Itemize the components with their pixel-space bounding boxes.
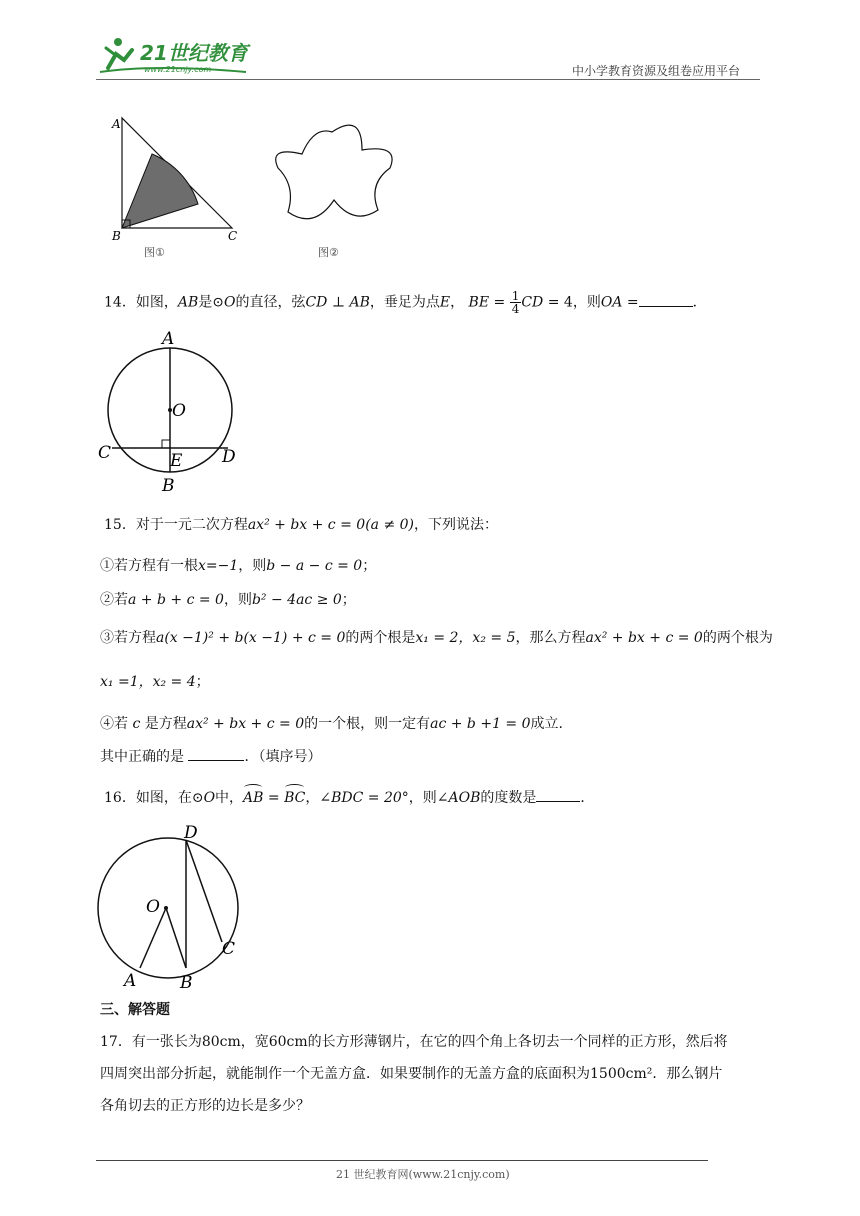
footer-text: 21 世纪教育网(www.21cnjy.com): [336, 1168, 510, 1181]
q15-text: ；: [195, 674, 210, 690]
q15-statement-1: [100, 556, 376, 576]
fig16-label-A: A: [124, 971, 137, 991]
q15-text: 的两个根是: [345, 630, 416, 646]
header-logo: [96, 34, 256, 78]
q14-text: 如图，: [135, 294, 178, 311]
question-17-line-2: [100, 1064, 722, 1084]
q16-arc-AB: AB: [243, 790, 264, 806]
logo-text: 21世纪教育: [140, 41, 248, 65]
q14-text: ，则: [572, 294, 601, 311]
fig13-label-C: C: [228, 229, 238, 243]
flower-shape: [276, 125, 392, 219]
q14-end: ．: [692, 294, 707, 311]
figure-14: [96, 326, 256, 496]
q15-text: 的一个根，则一定有: [304, 716, 431, 732]
header-platform-text: 中小学教育资源及组卷应用平台: [572, 64, 741, 78]
q16-arc-BC: BC: [284, 790, 306, 806]
logo-url: www.21cnjy.com: [144, 65, 212, 74]
q14-math-perp: CD ⊥ AB: [305, 294, 370, 311]
q14-answer-blank[interactable]: [639, 292, 693, 307]
q14-text: 是⊙: [198, 294, 224, 311]
q14-math-CD: CD: [521, 294, 544, 311]
fig16-label-O: O: [146, 897, 160, 917]
q15-text: 成立.: [530, 716, 563, 732]
q14-text: 的直径，弦: [235, 294, 306, 311]
q16-math-angle: ∠BDC = 20°: [319, 790, 409, 806]
q15-math: b − a − c = 0: [266, 558, 363, 574]
q14-fraction-den: 4: [511, 302, 520, 316]
q16-answer-blank[interactable]: [536, 787, 580, 802]
fig16-label-B: B: [180, 973, 193, 993]
q14-math-OA: OA: [600, 294, 623, 311]
q15-text: ，则: [238, 558, 267, 574]
q15-text: ，下列说法：: [414, 517, 498, 533]
q14-math-eq4: = 4: [547, 294, 573, 311]
q15-math: ax² + bx + c = 0: [585, 630, 703, 646]
fig13-caption-1: 图①: [144, 246, 165, 259]
q15-text: ③若方程: [100, 630, 156, 646]
q15-statement-3: [100, 628, 773, 648]
q16-text: 的度数是: [480, 790, 537, 806]
logo-runner-icon: [96, 34, 256, 78]
header-divider: [96, 79, 760, 80]
q15-text: ，则: [223, 592, 252, 608]
fig14-label-C: C: [98, 443, 112, 463]
section-title: 三、解答题: [100, 1002, 170, 1018]
q15-number: 15．: [104, 517, 136, 533]
q14-math-eq: =: [493, 294, 506, 311]
q15-text: 是方程: [144, 716, 187, 732]
q15-text: ④若: [100, 716, 128, 732]
q14-text: ，垂足为点: [369, 294, 440, 311]
q17-area: 1500cm²: [590, 1066, 653, 1082]
q17-text: ．那么钢片: [652, 1066, 723, 1082]
q15-text: 的两个根为: [702, 630, 773, 646]
q15-math: b² − 4ac ≥ 0: [251, 592, 342, 608]
q15-equation: ax² + bx + c = 0: [247, 517, 366, 533]
q15-statement-4: [100, 714, 563, 734]
q15-text: ；: [362, 558, 377, 574]
question-15: [104, 515, 498, 535]
q16-math-angle2: ∠AOB: [436, 790, 481, 806]
figure-16: [96, 822, 256, 994]
q15-text: ；: [341, 592, 356, 608]
q16-math-eq: =: [267, 790, 280, 806]
q14-math-AB: AB: [177, 294, 199, 311]
fig16-label-C: C: [222, 939, 236, 959]
fig13-caption-2: 图②: [318, 246, 339, 259]
q15-statement-2: [100, 590, 356, 610]
fig14-label-E: E: [170, 451, 183, 471]
q16-text: 中，: [215, 790, 244, 806]
question-17-line-1: 17．有一张长为80cm，宽60cm的长方形薄钢片，在它的四个角上各切去一个同样的正方形，然后将: [100, 1034, 728, 1050]
question-14: [104, 290, 707, 315]
fig14-label-A: A: [162, 329, 175, 349]
fig14-label-O: O: [172, 401, 186, 421]
q15-text: ①若方程有一根: [100, 558, 198, 574]
q15-text: 其中正确的是: [100, 749, 184, 765]
q16-math-O: O: [203, 790, 216, 806]
fig16-label-D: D: [184, 823, 198, 843]
q16-text: ，则: [408, 790, 437, 806]
figure-13: [100, 110, 420, 270]
q14-math-BE: BE: [468, 294, 490, 311]
fig14-label-B: B: [162, 476, 175, 496]
q14-math-O: O: [223, 294, 236, 311]
fig14-label-D: D: [222, 447, 236, 467]
q15-math: x₁ = 2，x₂ = 5: [415, 630, 516, 646]
q15-condition: (a ≠ 0): [365, 517, 414, 533]
footer-divider: [96, 1160, 708, 1161]
q14-text: ，: [450, 294, 465, 311]
q15-math: x=−1: [198, 558, 239, 574]
q15-math: ac + b +1 = 0: [430, 716, 531, 732]
fig13-label-B: B: [112, 229, 121, 243]
question-17-line-3: 各角切去的正方形的边长是多少？: [100, 1098, 310, 1114]
q14-fraction-num: 1: [511, 289, 520, 303]
q15-math: a(x −1)² + b(x −1) + c = 0: [156, 630, 346, 646]
q16-text: ，: [305, 790, 320, 806]
q15-text: ，那么方程: [515, 630, 586, 646]
q15-text: ②若: [100, 592, 128, 608]
q15-answer-blank[interactable]: [188, 746, 244, 761]
q16-end: ．: [580, 790, 595, 806]
q16-text: 如图，在⊙: [135, 790, 204, 806]
q15-math: a + b + c = 0: [128, 592, 224, 608]
q15-statement-3-cont: [100, 672, 210, 692]
fig13-label-A: A: [112, 117, 121, 131]
q17-text: 四周突出部分折起，就能制作一个无盖方盒．如果要制作的无盖方盒的底面积为: [100, 1066, 590, 1082]
q14-math-eq: =: [626, 294, 639, 311]
q16-number: 16．: [104, 790, 136, 806]
question-16: [104, 787, 594, 808]
q14-number: 14．: [104, 294, 136, 311]
q14-fraction: [510, 290, 522, 315]
q15-text: ．（填序号）: [244, 749, 322, 765]
q15-text: 对于一元二次方程: [135, 517, 248, 533]
q15-math: c: [132, 716, 141, 732]
q15-math: ax² + bx + c = 0: [186, 716, 305, 732]
q15-math: x₁ =1，x₂ = 4: [100, 674, 196, 690]
q14-math-E: E: [439, 294, 451, 311]
q15-ask: [100, 746, 321, 767]
